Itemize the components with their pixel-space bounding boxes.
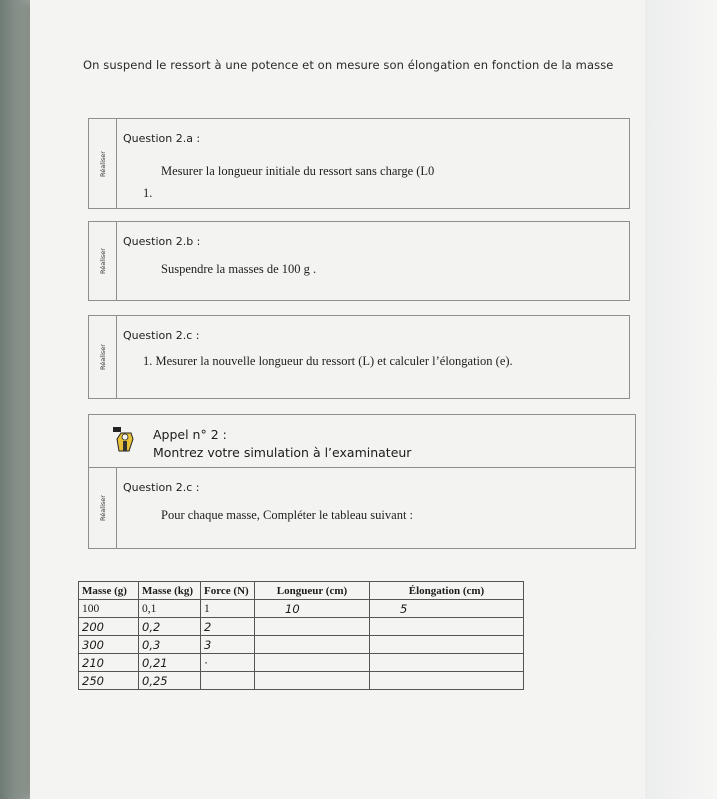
intro-text: On suspend le ressort à une potence et on mesure son élongation en fonction de la masse	[83, 58, 614, 72]
question-text: Pour chaque masse, Compléter le tableau suivant :	[161, 508, 414, 522]
side-label: Réaliser	[98, 495, 107, 521]
cell-masse-g[interactable]: 100	[79, 600, 139, 618]
appel-box	[88, 414, 636, 468]
cell-elongation[interactable]: 5	[370, 600, 524, 618]
cell-masse-kg[interactable]: 0,2	[139, 618, 201, 636]
cell-longueur[interactable]	[255, 636, 370, 654]
question-text: Mesurer la longueur initiale du ressort sans charge (L0	[161, 164, 435, 178]
question-text-line-2: 1.	[143, 186, 153, 200]
cell-longueur[interactable]: 10	[255, 600, 370, 618]
side-label: Réaliser	[98, 248, 107, 274]
header-force: Force (N)	[201, 582, 255, 600]
header-masse-g: Masse (g)	[79, 582, 139, 600]
question-title: Question 2.c :	[123, 481, 200, 494]
cell-masse-g[interactable]: 250	[79, 672, 139, 690]
cell-masse-g[interactable]: 200	[79, 618, 139, 636]
side-label: Réaliser	[98, 344, 107, 370]
question-title: Question 2.c :	[123, 329, 200, 342]
question-2b-box	[88, 221, 630, 301]
table-row	[79, 618, 524, 636]
cell-elongation[interactable]	[370, 654, 524, 672]
header-elongation: Élongation (cm)	[370, 582, 524, 600]
cell-masse-kg[interactable]: 0,21	[139, 654, 201, 672]
cell-elongation[interactable]	[370, 618, 524, 636]
header-masse-kg: Masse (kg)	[139, 582, 201, 600]
cell-force[interactable]: 1	[201, 600, 255, 618]
cell-masse-kg[interactable]: 0,25	[139, 672, 201, 690]
question-2a-box	[88, 118, 630, 209]
cell-longueur[interactable]	[255, 672, 370, 690]
measurement-table	[78, 581, 524, 690]
raised-hand-icon	[111, 425, 137, 453]
question-text: Suspendre la masses de 100 g .	[161, 262, 317, 276]
cell-masse-kg[interactable]: 0,3	[139, 636, 201, 654]
cell-elongation[interactable]	[370, 672, 524, 690]
side-label: Réaliser	[98, 150, 107, 177]
side-label-cell	[89, 316, 117, 398]
table-row	[79, 672, 524, 690]
paper-edge	[645, 0, 717, 799]
cell-force[interactable]: ·	[201, 654, 255, 672]
question-2c-table-box	[88, 467, 636, 549]
cell-masse-g[interactable]: 210	[79, 654, 139, 672]
appel-text: Montrez votre simulation à l’examinateur	[153, 445, 412, 460]
cell-masse-kg[interactable]: 0,1	[139, 600, 201, 618]
side-label-cell	[89, 119, 117, 208]
appel-title: Appel n° 2 :	[153, 427, 227, 442]
question-title: Question 2.a :	[123, 132, 201, 145]
header-longueur: Longueur (cm)	[255, 582, 370, 600]
side-label-cell	[89, 468, 117, 548]
cell-longueur[interactable]	[255, 618, 370, 636]
table-row	[79, 654, 524, 672]
table-row	[79, 600, 524, 618]
cell-force[interactable]: 2	[201, 618, 255, 636]
table-row	[79, 636, 524, 654]
cell-longueur[interactable]	[255, 654, 370, 672]
question-text: 1. Mesurer la nouvelle longueur du ressort (L) et calculer l’élongation (e).	[143, 354, 513, 368]
question-2c-box	[88, 315, 630, 399]
cell-force[interactable]: 3	[201, 636, 255, 654]
cell-masse-g[interactable]: 300	[79, 636, 139, 654]
cell-force[interactable]	[201, 672, 255, 690]
question-title: Question 2.b :	[123, 235, 201, 248]
side-label-cell	[89, 222, 117, 300]
cell-elongation[interactable]	[370, 636, 524, 654]
table-header-row	[79, 582, 524, 600]
